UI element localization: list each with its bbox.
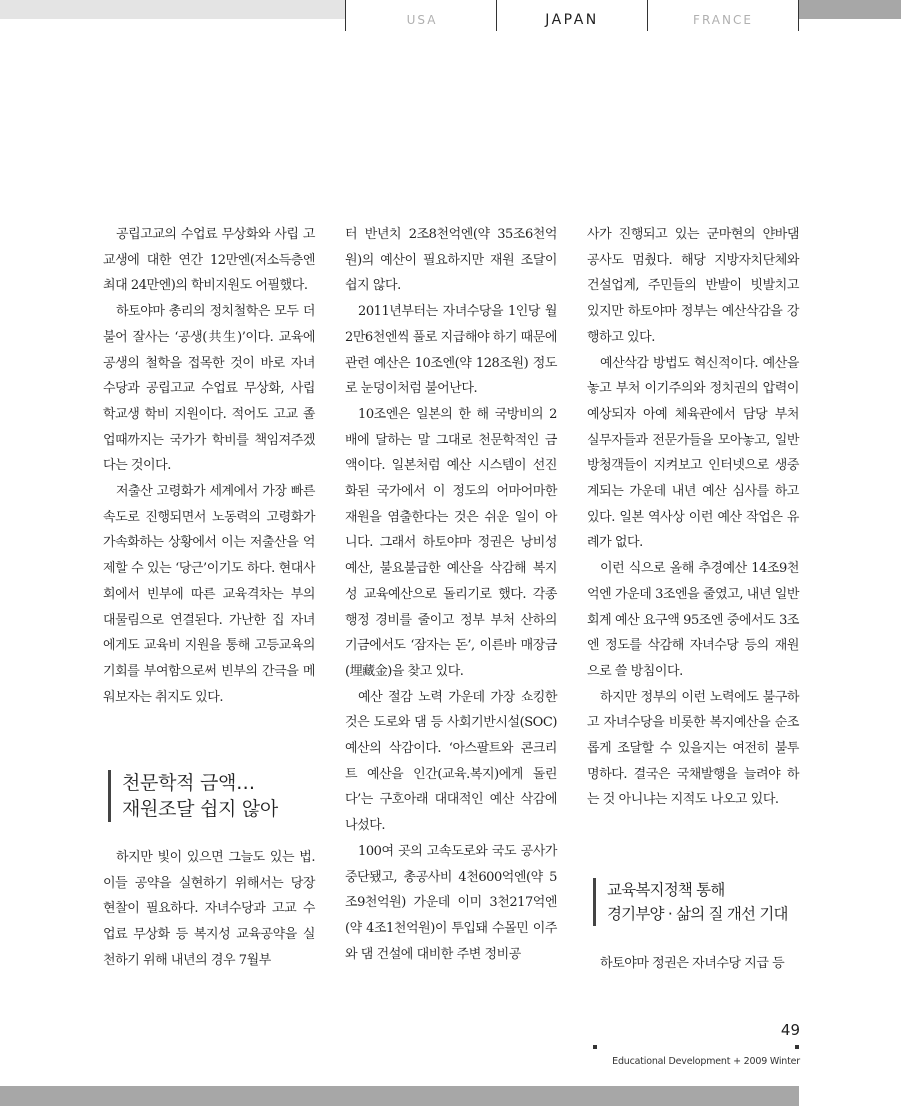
paragraph: 하토야마 정권은 자녀수당 지급 등 [600, 956, 785, 971]
paragraph: 저출산 고령화가 세계에서 가장 빠른 속도로 진행되면서 노동력의 고령화가 가속화하는 상황에서 이는 저출산을 억제할 수 있는 ‘당근’이기도 하다. 현대사회에서 빈부에 따른 교육격차는 부의 대물림으로 연결된다. 가난한 집 자녀에게도 교육비 지원을 통해 고등교육의 기회를 부여함으로써 빈부의 간극을 메워보자는 취지도 있다. [103, 484, 315, 705]
tab-usa[interactable]: USA [406, 13, 438, 27]
article-column-3 [587, 222, 799, 813]
article-column-1 [103, 222, 315, 710]
paragraph: 2011년부터는 자녀수당을 1인당 월 2만6천엔씩 풀로 지급해야 하기 때문에 관련 예산은 10조엔(약 128조원) 정도로 눈덩이처럼 불어난다. [345, 304, 557, 397]
page-number: 49 [780, 1021, 800, 1039]
paragraph: 터 반년치 2조8천억엔(약 35조6천억원)의 예산이 필요하지만 재원 조달이 쉽지 않다. [345, 227, 557, 294]
paragraph: 공립고교의 수업료 무상화와 사립 고교생에 대한 연간 12만엔(저소득층엔 최대 24만엔)의 학비지원도 어필했다. [103, 227, 315, 294]
paragraph: 하지만 빛이 있으면 그늘도 있는 법. 이들 공약을 실현하기 위해서는 당장 현찰이 필요하다. 자녀수당과 고교 수업료 무상화 등 복지성 교육공약을 실천하기 위해 내년의 경우 7월부 [103, 850, 315, 968]
country-nav [345, 0, 800, 31]
heading-line: 교육복지정책 통해 [607, 881, 725, 899]
tab-france[interactable]: FRANCE [693, 13, 753, 27]
tab-japan[interactable]: JAPAN [545, 12, 599, 28]
paragraph: 하지만 정부의 이런 노력에도 불구하고 자녀수당을 비롯한 복지예산을 순조롭게 조달할 수 있을지는 여전히 불투명하다. 결국은 국채발행을 늘려야 하는 것 아니냐는 지적도 나오고 있다. [587, 689, 799, 808]
top-bar-left [0, 0, 346, 19]
publication-footer: Educational Development + 2009 Winter [612, 1056, 800, 1067]
nav-divider [798, 0, 799, 31]
section-heading [593, 878, 817, 926]
paragraph: 이런 식으로 올해 추경예산 14조9천억엔 가운데 3조엔을 줄였고, 내년 일반회계 예산 요구액 95조엔 중에서도 3조엔 정도를 삭감해 자녀수당 등의 재원으로 쓸 방침이다. [587, 561, 799, 679]
paragraph: 예산 절감 노력 가운데 가장 쇼킹한 것은 도로와 댐 등 사회기반시설(SOC) 예산의 삭감이다. ‘아스팔트와 콘크리트 예산을 인간(교육.복지)에게 돌린다’는 구호아래 대대적인 예산 삭감에 나섰다. [345, 689, 557, 834]
heading-line: 천문학적 금액… [122, 772, 255, 794]
paragraph: 하토야마 총리의 정치철학은 모두 더불어 잘사는 ‘공생(共生)’이다. 교육에 공생의 철학을 접목한 것이 바로 자녀수당과 공립고교 수업료 무상화, 사립학교생 학비 지원이다. 적어도 고교 졸업때까지는 국가가 학비를 책임져주겠다는 것이다. [103, 304, 315, 474]
footer-marker [795, 1045, 799, 1049]
section-heading [108, 770, 327, 822]
heading-line: 경기부양 · 삶의 질 개선 기대 [607, 905, 788, 923]
footer-marker [593, 1045, 597, 1049]
article-column-2 [345, 222, 557, 967]
paragraph: 예산삭감 방법도 혁신적이다. 예산을 놓고 부처 이기주의와 정치권의 압력이 예상되자 아예 체육관에서 담당 부처 실무자들과 전문가들을 모아놓고, 일반 방청객들이 지켜보고 인터넷으로 생중계되는 가운데 내년 예산 심사를 하고 있다. 일본 역사상 이런 예산 작업은 유례가 없다. [587, 355, 799, 551]
article-column-3-continued [587, 951, 799, 977]
top-bar-right [799, 0, 901, 19]
heading-line: 재원조달 쉽지 않아 [122, 798, 278, 820]
paragraph: 사가 진행되고 있는 군마현의 얀바댐 공사도 멈췄다. 해당 지방자치단체와 건설업계, 주민들의 반발이 빗발치고 있지만 하토야마 정부는 예산삭감을 강행하고 있다. [587, 227, 799, 345]
article-column-1-continued [103, 845, 315, 974]
bottom-bar [0, 1086, 799, 1106]
paragraph: 10조엔은 일본의 한 해 국방비의 2배에 달하는 말 그대로 천문학적인 금액이다. 일본처럼 예산 시스템이 선진화된 국가에서 이 정도의 어마어마한 재원을 염출한다는 것은 쉬운 일이 아니다. 그래서 하토야마 정권은 낭비성 예산, 불요불급한 예산을 삭감해 복지성 교육예산으로 돌리기로 했다. 각종 행정 경비를 줄이고 정부 부처 산하의 기금에서도 ‘잠자는 돈’, 이른바 매장금(埋藏金)을 찾고 있다. [345, 406, 557, 679]
nav-divider [345, 0, 346, 31]
paragraph: 100여 곳의 고속도로와 국도 공사가 중단됐고, 총공사비 4천600억엔(약 5조9천억원) 가운데 이미 3천217억엔(약 4조1천억원)이 투입돼 수몰민 이주와 댐 건설에 대비한 주변 정비공 [345, 843, 557, 962]
